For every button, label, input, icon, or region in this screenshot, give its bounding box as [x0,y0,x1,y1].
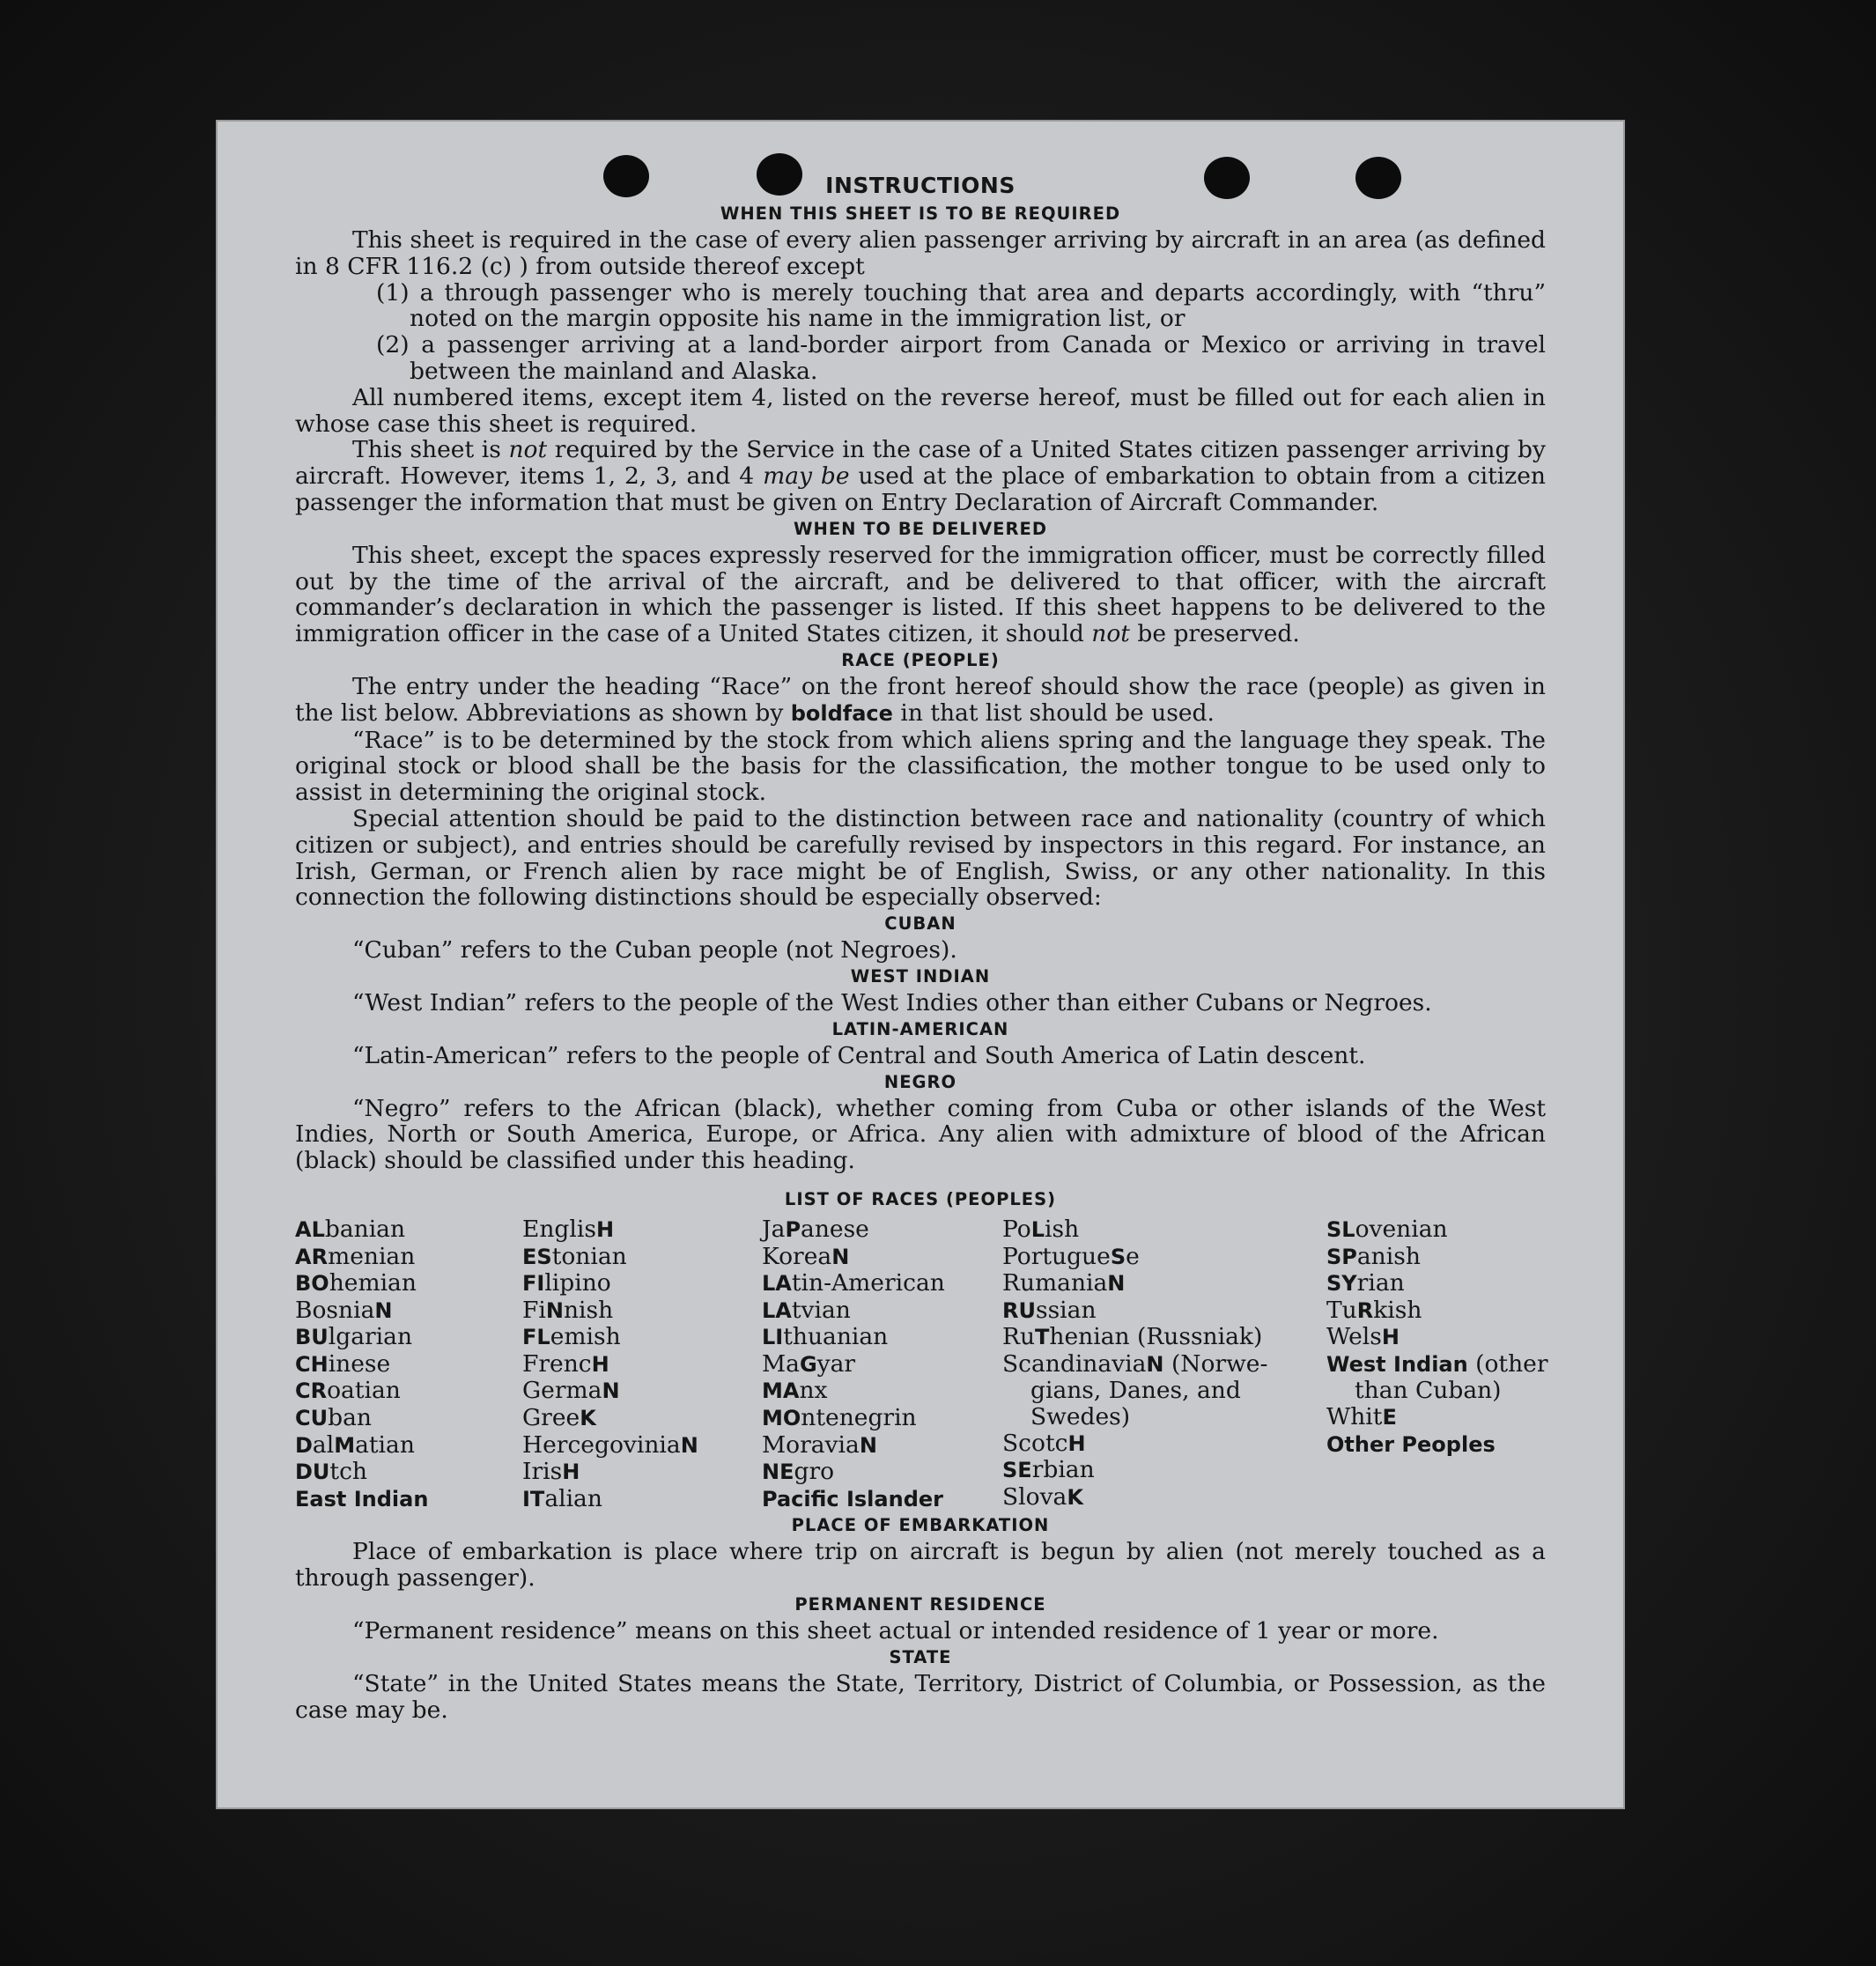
heading-west-indian: WEST INDIAN [850,965,991,987]
race-entry: SLovenian [1326,1215,1448,1243]
race-entry: ALbanian [295,1215,406,1243]
heading-permanent-residence: PERMANENT RESIDENCE [794,1594,1046,1615]
heading-state: STATE [889,1646,952,1667]
race-entry: Other Peoples [1326,1431,1496,1457]
heading-when-delivered: WHEN TO BE DELIVERED [793,518,1048,539]
race-entry: SYrian [1326,1269,1405,1297]
race-entry: DalMatian [295,1430,415,1459]
race-entry: SErbian [1002,1456,1095,1484]
race-entry: FrencH [522,1349,609,1378]
paragraph: Place of embarkation is place where trip on aircraft is begun by alien (not merely touched as a through passenger). [295,1538,1546,1593]
race-entry: than Cuban) [1355,1377,1502,1405]
race-entry: MaGyar [762,1349,856,1378]
race-entry: GermaN [522,1377,620,1405]
race-entry: East Indian [295,1486,429,1511]
heading-cuban: CUBAN [884,913,956,935]
paragraph: This sheet is required in the case of every alien passenger arriving by aircraft in an area (as defined in 8 CFR 116.2 (c) ) from outside thereof except [295,226,1546,280]
race-entry: SPanish [1326,1242,1421,1270]
race-entry: ScandinaviaN (Norwe- [1002,1349,1268,1378]
race-entry: EStonian [522,1242,627,1270]
races-column [295,1216,522,1513]
race-entry: TuRkish [1326,1296,1422,1324]
heading-race: RACE (PEOPLE) [841,649,1000,670]
race-entry: KoreaN [762,1242,850,1270]
paragraph: “Cuban” refers to the Cuban people (not Negroes). [352,936,957,965]
heading-negro: NEGRO [883,1071,957,1092]
paragraph: The entry under the heading “Race” on the front hereof should show the race (people) as given in the list below. Abbreviations as shown by boldface in that list should be used. [295,672,1546,727]
race-entry: FLemish [522,1323,621,1351]
race-entry: PortugueSe [1002,1242,1140,1270]
race-entry: JaPanese [762,1215,869,1243]
race-entry: EnglisH [522,1215,615,1243]
paragraph: Special attention should be paid to the distinction between race and nationality (country of which citizen or subject), and entries should be carefully revised by inspectors in this regard. For instance, an Irish, German, or French alien by race might be of English, Swiss, or any other nationality. In this connection the following distinctions should be especially observed: [295,804,1546,912]
paragraph: All numbered items, except item 4, listed on the reverse hereof, must be filled out for each alien in whose case this sheet is required. [295,383,1546,438]
race-entry: LAtin-American [762,1269,945,1297]
race-entry: Pacific Islander [762,1486,943,1511]
paragraph: This sheet, except the spaces expressly reserved for the immigration officer, must be correctly filled out by the time of the arrival of the aircraft, and be delivered to that officer, with the aircraft commander’s declaration in which the passenger is listed. If this sheet happens to be delivered to the immigration officer in the case of a United States citizen, it should not be preserved. [295,541,1546,648]
race-entry: CHinese [295,1349,391,1378]
race-entry: WelsH [1326,1323,1400,1351]
race-entry: ITalian [522,1484,602,1512]
race-entry: LAtvian [762,1296,851,1324]
race-entry: ARmenian [295,1242,416,1270]
paragraph: This sheet is not required by the Service in the case of a United States citizen passenger arriving by aircraft. However, items 1, 2, 3, and 4 may be used at the place of embarkation to obtain from a citizen passenger the information that must be given on Entry Declaration of Aircraft Commander. [295,436,1546,516]
race-entry: RumaniaN [1002,1269,1126,1297]
race-entry: Swedes) [1030,1403,1131,1431]
heading-list-of-races: LIST OF RACES (PEOPLES) [784,1188,1057,1209]
list-item: (1) a through passenger who is merely touching that area and departs accordingly, with “thru” noted on the margin opposite his name in the immigration list, or [376,278,1546,333]
race-entry: NEgro [762,1458,835,1486]
race-entry: WhitE [1326,1403,1397,1431]
paragraph: “State” in the United States means the State, Territory, District of Columbia, or Possession, as the case may be. [295,1669,1546,1724]
race-entry: ScotcH [1002,1429,1086,1457]
heading-latin-american: LATIN-AMERICAN [831,1018,1009,1039]
race-entry: GreeK [522,1404,596,1432]
races-column [1002,1216,1326,1513]
race-entry: FiNnish [522,1296,614,1324]
race-entry: West Indian (other [1326,1349,1548,1378]
race-entry: MoraviaN [762,1430,877,1459]
race-entry: CUban [295,1404,372,1432]
races-column [522,1216,762,1513]
race-entry: gians, Danes, and [1030,1377,1241,1405]
race-entry: LIthuanian [762,1323,889,1351]
heading-when-required: WHEN THIS SHEET IS TO BE REQUIRED [720,203,1121,224]
race-entry: RUssian [1002,1296,1097,1324]
race-entry: MOntenegrin [762,1404,917,1432]
paragraph: “West Indian” refers to the people of the West Indies other than either Cubans or Negroes. [352,988,1432,1016]
race-entry: BosniaN [295,1296,393,1324]
list-item: (2) a passenger arriving at a land-border airport from Canada or Mexico or arriving in travel between the mainland and Alaska. [376,331,1546,385]
race-entry: BUlgarian [295,1323,413,1351]
paragraph: “Latin-American” refers to the people of Central and South America of Latin descent. [352,1041,1366,1069]
races-column [1326,1216,1546,1513]
paragraph: “Race” is to be determined by the stock from which aliens spring and the language they speak. The original stock or blood shall be the basis for the classification, the mother tongue to be used only to assist in determining the original stock. [295,726,1546,807]
race-entry: IrisH [522,1458,580,1486]
race-entry: RuThenian (Russniak) [1002,1323,1263,1351]
page-title: INSTRUCTIONS [825,173,1016,198]
race-entry: DUtch [295,1458,367,1486]
race-entry: FIlipino [522,1269,611,1297]
race-entry: SlovaK [1002,1482,1083,1511]
paragraph: “Permanent residence” means on this sheet actual or intended residence of 1 year or more. [352,1617,1439,1645]
race-entry: HercegoviniaN [522,1430,698,1459]
heading-place-of-embarkation: PLACE OF EMBARKATION [791,1515,1050,1536]
paragraph: “Negro” refers to the African (black), whether coming from Cuba or other islands of the West Indies, North or South America, Europe, or Africa. Any alien with admixture of blood of the African (black) should be classified under this heading. [295,1094,1546,1175]
race-entry: BOhemian [295,1269,417,1297]
document-body [295,171,1546,1723]
races-list [295,1216,1546,1513]
races-column [762,1216,1002,1513]
race-entry: CRoatian [295,1377,401,1405]
instruction-sheet [216,120,1625,1809]
race-entry: MAnx [762,1377,828,1405]
race-entry: PoLish [1002,1215,1080,1243]
